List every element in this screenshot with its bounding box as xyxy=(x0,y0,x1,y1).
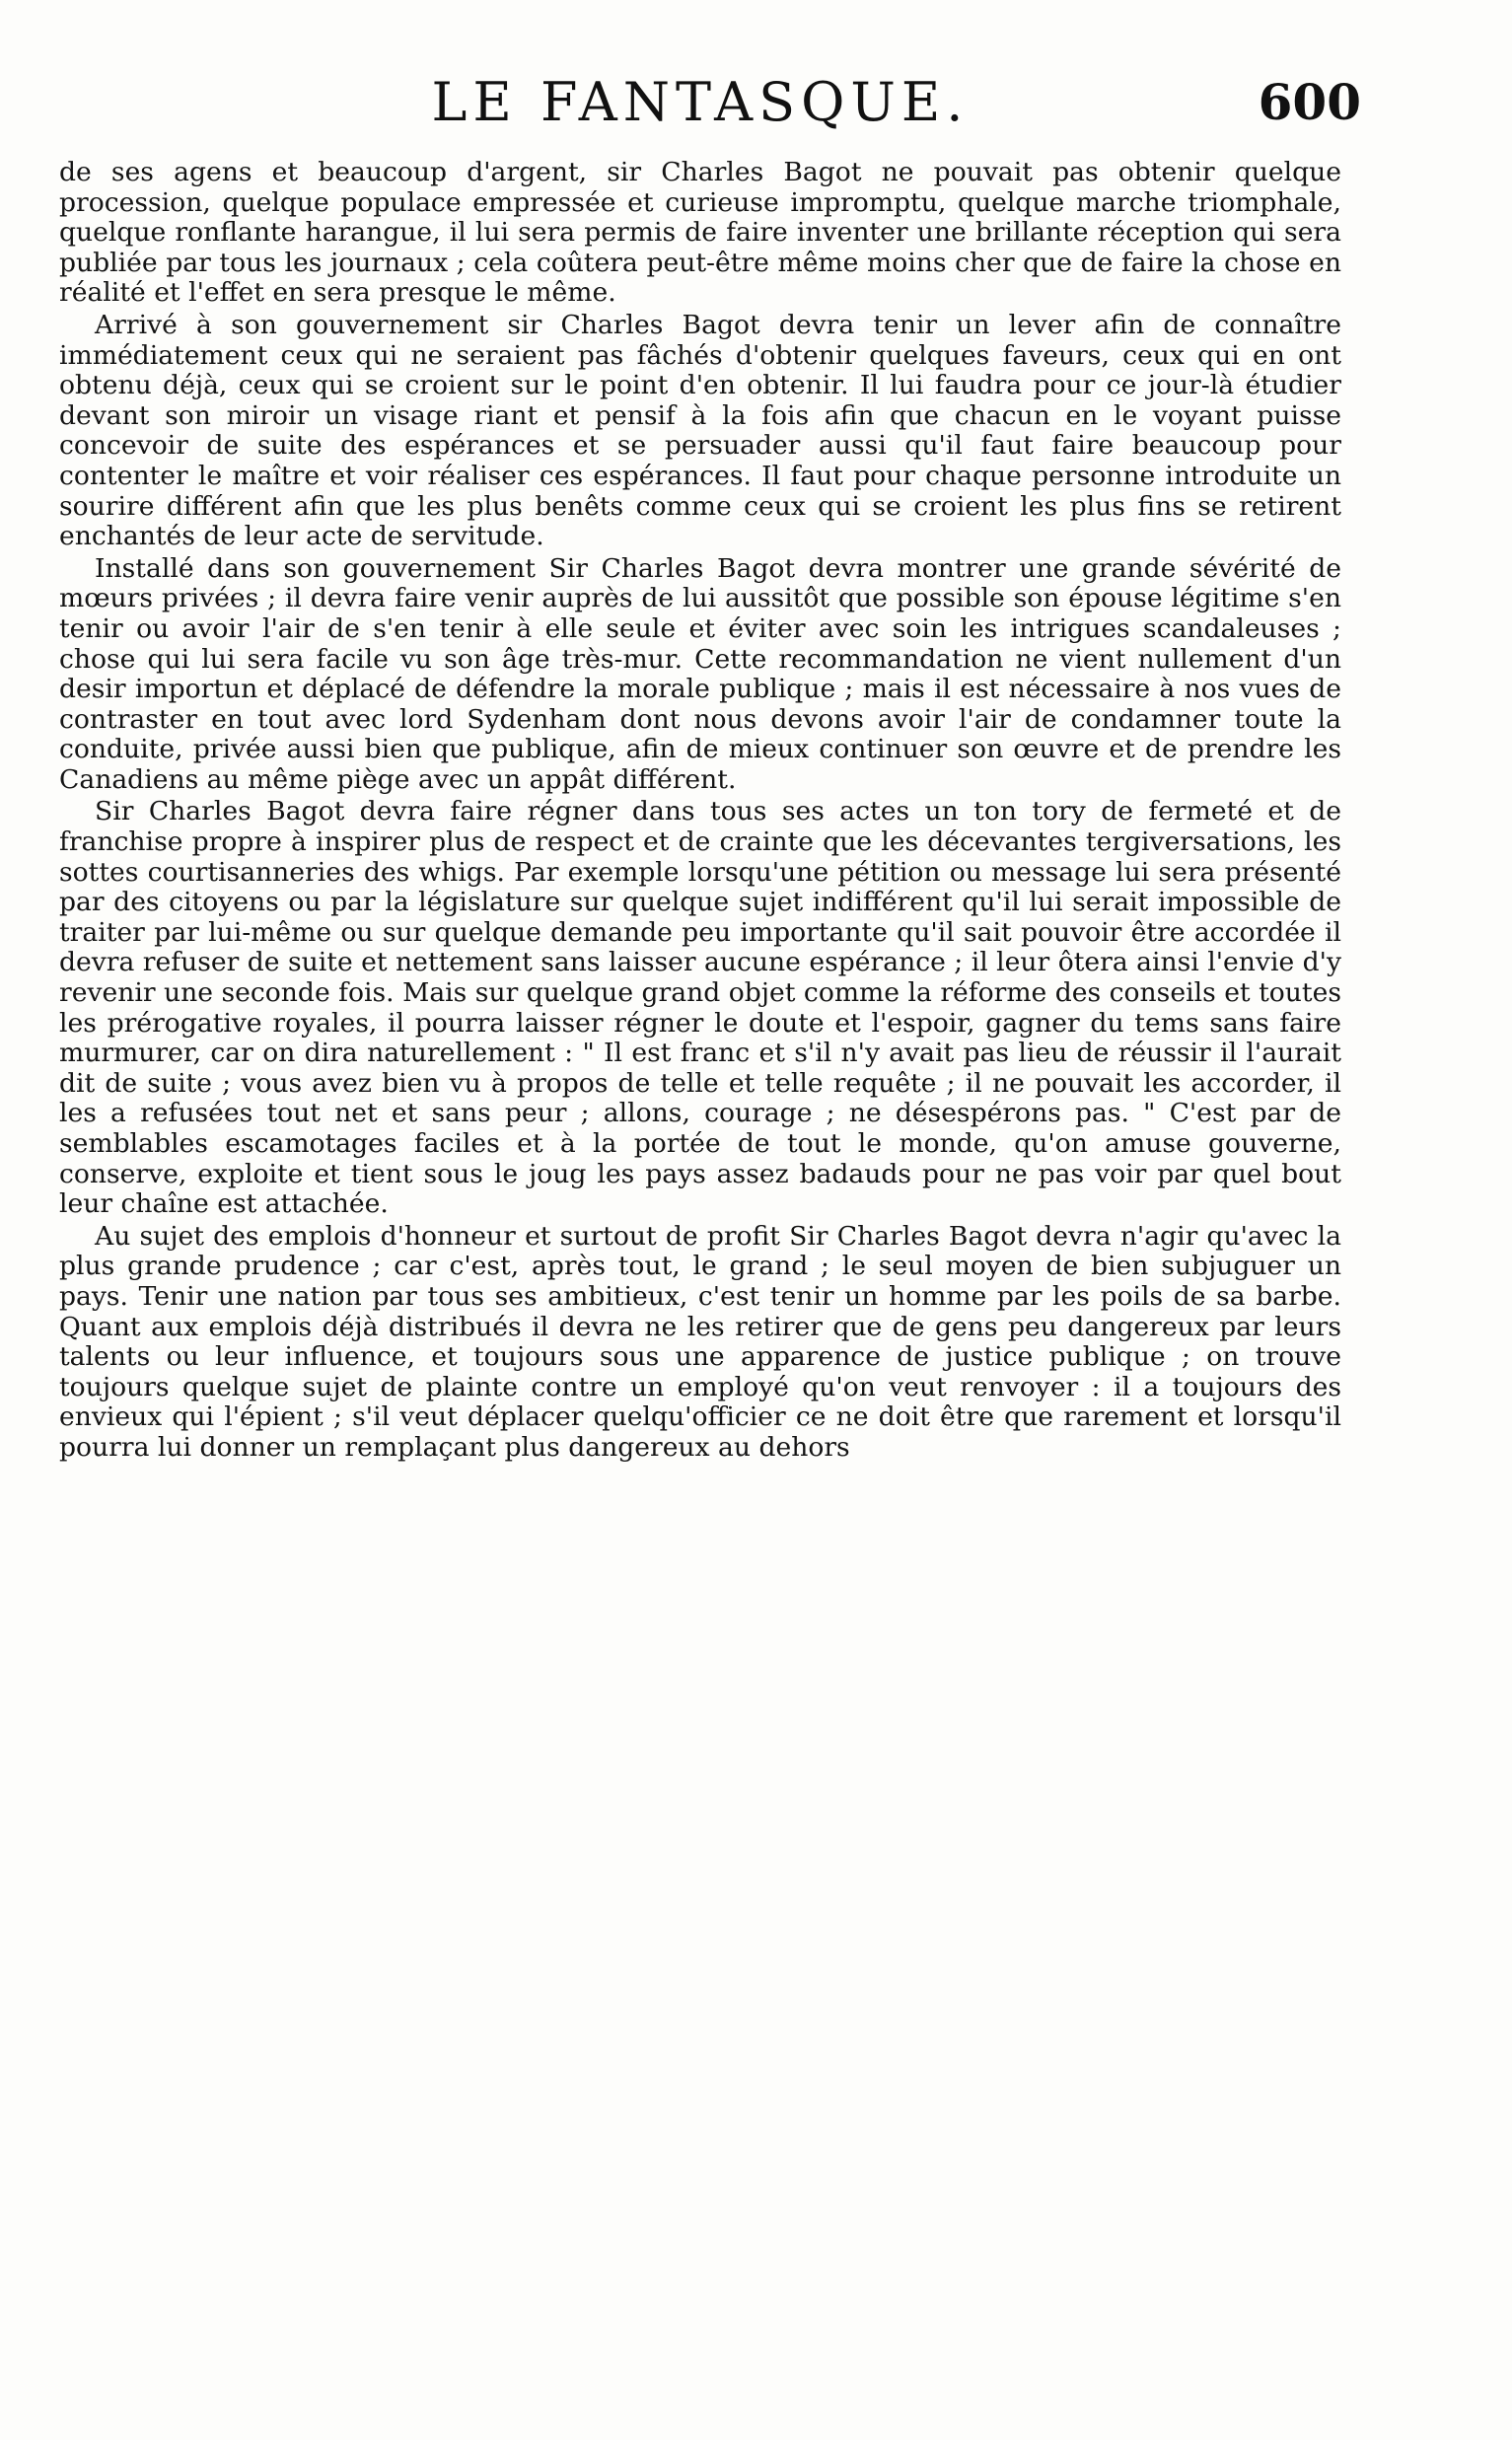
article-body xyxy=(59,158,1341,1466)
paragraph-emplois: Au sujet des emplois d'honneur et surtout de profit Sir Charles Bagot devra n'agir qu'avec la plus grande prudence ; car c'est, après tout, le grand ; le seul moyen de bien subjuguer un pays. Tenir une nation par tous ses ambitieux, c'est tenir un homme par les poils de sa barbe. Quant aux emplois déjà distribués il devra ne les retirer que de gens peu dangereux par leurs talents ou leur influence, et toujours sous une apparence de justice publique ; on trouve toujours quelque sujet de plainte contre un employé qu'on veut renvoyer : il a toujours des envieux qui l'épient ; s'il veut déplacer quelqu'officier ce ne doit être que rarement et lorsqu'il pourra lui donner un remplaçant plus dangereux au dehors xyxy=(59,1220,1341,1463)
paragraph-tory-tone: Sir Charles Bagot devra faire régner dans tous ses actes un ton tory de fermeté et de franchise propre à inspirer plus de respect et de crainte que les décevantes tergiversations, les sottes courtisanneries des whigs. Par exemple lorsqu'une pétition ou message lui sera présenté par des citoyens ou par la législature sur quelque sujet indifférent qu'il lui serait impossible de traiter par lui-même ou sur quelque demande peu importante qu'il sait pouvoir être accordée il devra refuser de suite et nettement sans laisser aucune espérance ; il leur ôtera ainsi l'envie d'y revenir une seconde fois. Mais sur quelque grand objet comme la réforme des conseils et toutes les prérogative royales, il pourra laisser régner le doute et l'espoir, gagner du tems sans faire murmurer, car on dira naturellement : " Il est franc et s'il n'y avait pas lieu de réussir il l'aurait dit de suite ; vous avez bien vu à propos de telle et telle requête ; il ne pouvait les accorder, il les a refusées tout net et sans peur ; allons, courage ; ne désespérons pas. " C'est par de semblables escamotages faciles et à la portée de tout le monde, qu'on amuse gouverne, conserve, exploite et tient sous le joug les pays assez badauds pour ne pas voir par quel bout leur chaîne est attachée. xyxy=(59,796,1342,1220)
running-title: LE FANTASQUE. xyxy=(431,71,970,133)
page-number: 600 xyxy=(1258,73,1361,131)
paragraph-continued: de ses agens et beaucoup d'argent, sir Charles Bagot ne pouvait pas obtenir quelque procession, quelque populace empressée et curieuse impromptu, quelque marche triomphale, quelque ronflante harangue, il lui sera permis de faire inventer une brillante réception qui sera publiée par tous les journaux ; cela coûtera peut-être même moins cher que de faire la chose en réalité et l'effet en sera presque le même. xyxy=(59,157,1341,309)
page-header xyxy=(39,71,1361,140)
paragraph-installation: Installé dans son gouvernement Sir Charles Bagot devra montrer une grande sévérité de mœurs privées ; il devra faire venir auprès de lui aussitôt que possible son épouse légitime s'en tenir ou avoir l'air de s'en tenir à elle seule et éviter avec soin les intrigues scandaleuses ; chose qui lui sera facile vu son âge très-mur. Cette recommandation ne vient nullement d'un desir importun et déplacé de défendre la morale publique ; mais il est nécessaire à nos vues de contraster en tout avec lord Sydenham dont nous devons avoir l'air de condamner toute la conduite, privée aussi bien que publique, afin de mieux continuer son œuvre et de prendre les Canadiens au même piège avec un appât différent. xyxy=(59,552,1341,795)
paragraph-arrival: Arrivé à son gouvernement sir Charles Bagot devra tenir un lever afin de connaître immédiatement ceux qui ne seraient pas fâchés d'obtenir quelques faveurs, ceux qui en ont obtenu déjà, ceux qui se croient sur le point d'en obtenir. Il lui faudra pour ce jour-là étudier devant son miroir un visage riant et pensif à la fois afin que chacun en le voyant puisse concevoir de suite des espérances et se persuader aussi qu'il faut faire beaucoup pour contenter le maître et voir réaliser ces espérances. Il faut pour chaque personne introduite un sourire différent afin que les plus benêts comme ceux qui se croient les plus fins se retirent enchantés de leur acte de servitude. xyxy=(59,309,1341,552)
